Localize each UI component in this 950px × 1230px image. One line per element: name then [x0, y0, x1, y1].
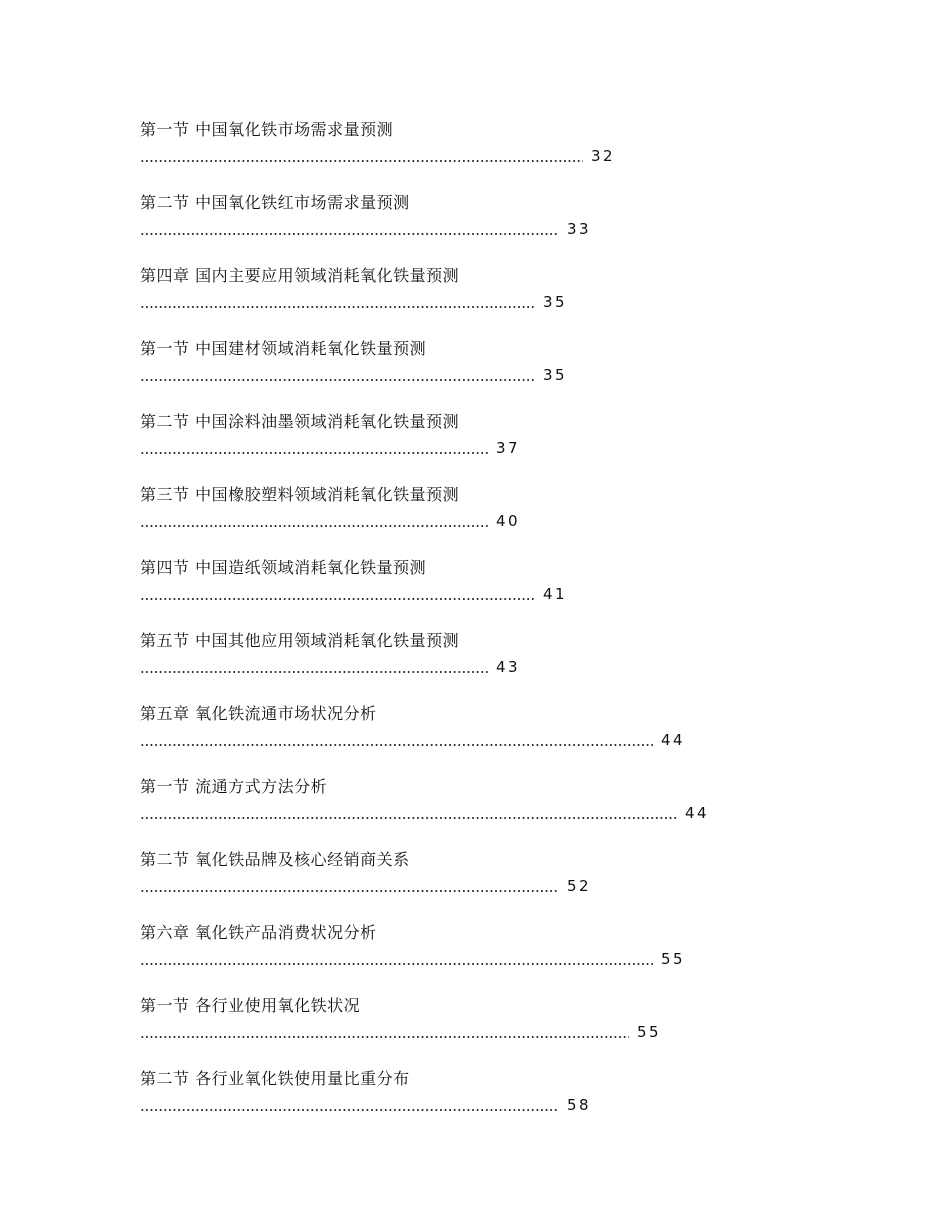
dot-leader: [140, 438, 488, 458]
toc-entry-title: 第二节 中国涂料油墨领域消耗氧化铁量预测: [140, 412, 460, 431]
dot-leader: [140, 511, 488, 531]
toc-entry[interactable]: [140, 554, 840, 627]
dot-leader: [140, 146, 583, 166]
toc-entry-title: 第四节 中国造纸领域消耗氧化铁量预测: [140, 558, 427, 577]
toc-entry-title: 第二节 各行业氧化铁使用量比重分布: [140, 1069, 410, 1088]
dot-leader: [140, 803, 677, 823]
toc-entry-title: 第一节 中国建材领域消耗氧化铁量预测: [140, 339, 427, 358]
toc-leader: [140, 949, 685, 969]
toc-leader: [140, 146, 615, 166]
toc-entry[interactable]: [140, 1065, 840, 1138]
toc-entry[interactable]: [140, 919, 840, 992]
toc-entry-title: 第一节 中国氧化铁市场需求量预测: [140, 120, 394, 139]
toc-page-number: 40: [496, 512, 521, 530]
toc-entry[interactable]: [140, 335, 840, 408]
toc-entry-title: 第五节 中国其他应用领域消耗氧化铁量预测: [140, 631, 460, 650]
toc-leader: [140, 438, 520, 458]
toc-entry[interactable]: [140, 481, 840, 554]
dot-leader: [140, 730, 653, 750]
toc-entry-title: 第五章 氧化铁流通市场状况分析: [140, 704, 377, 723]
toc-page-number: 55: [637, 1023, 662, 1041]
toc-leader: [140, 1095, 591, 1115]
toc-page-number: 37: [496, 439, 521, 457]
toc-entry-title: 第一节 各行业使用氧化铁状况: [140, 996, 361, 1015]
dot-leader: [140, 292, 535, 312]
toc-page-number: 35: [543, 366, 568, 384]
toc-page-number: 58: [567, 1096, 592, 1114]
dot-leader: [140, 584, 535, 604]
toc-entry-title: 第一节 流通方式方法分析: [140, 777, 328, 796]
toc-page-number: 52: [567, 877, 592, 895]
toc-leader: [140, 803, 709, 823]
toc-entry-title: 第六章 氧化铁产品消费状况分析: [140, 923, 377, 942]
toc-entry[interactable]: [140, 189, 840, 262]
toc-leader: [140, 584, 567, 604]
toc-entry[interactable]: [140, 773, 840, 846]
dot-leader: [140, 1095, 559, 1115]
dot-leader: [140, 1022, 629, 1042]
toc-entry[interactable]: [140, 700, 840, 773]
toc-page-number: 44: [661, 731, 686, 749]
toc-entry-title: 第三节 中国橡胶塑料领域消耗氧化铁量预测: [140, 485, 460, 504]
toc-entry-title: 第四章 国内主要应用领域消耗氧化铁量预测: [140, 266, 460, 285]
toc-entry[interactable]: [140, 846, 840, 919]
toc-entry[interactable]: [140, 992, 840, 1065]
toc-leader: [140, 876, 591, 896]
toc-leader: [140, 292, 567, 312]
toc-leader: [140, 219, 591, 239]
toc-leader: [140, 657, 520, 677]
toc-page-number: 35: [543, 293, 568, 311]
toc-leader: [140, 1022, 661, 1042]
dot-leader: [140, 219, 559, 239]
toc-page-number: 41: [543, 585, 568, 603]
dot-leader: [140, 949, 653, 969]
toc-entry[interactable]: [140, 408, 840, 481]
toc-entry[interactable]: [140, 627, 840, 700]
toc-page-number: 44: [685, 804, 710, 822]
dot-leader: [140, 876, 559, 896]
toc-page-number: 43: [496, 658, 521, 676]
toc-leader: [140, 365, 567, 385]
table-of-contents: [140, 116, 840, 1138]
toc-entry-title: 第二节 氧化铁品牌及核心经销商关系: [140, 850, 410, 869]
toc-entry-title: 第二节 中国氧化铁红市场需求量预测: [140, 193, 410, 212]
toc-page-number: 33: [567, 220, 592, 238]
toc-page-number: 32: [591, 147, 616, 165]
dot-leader: [140, 365, 535, 385]
toc-leader: [140, 730, 685, 750]
dot-leader: [140, 657, 488, 677]
toc-page-number: 55: [661, 950, 686, 968]
toc-entry[interactable]: [140, 116, 840, 189]
toc-entry[interactable]: [140, 262, 840, 335]
toc-leader: [140, 511, 520, 531]
